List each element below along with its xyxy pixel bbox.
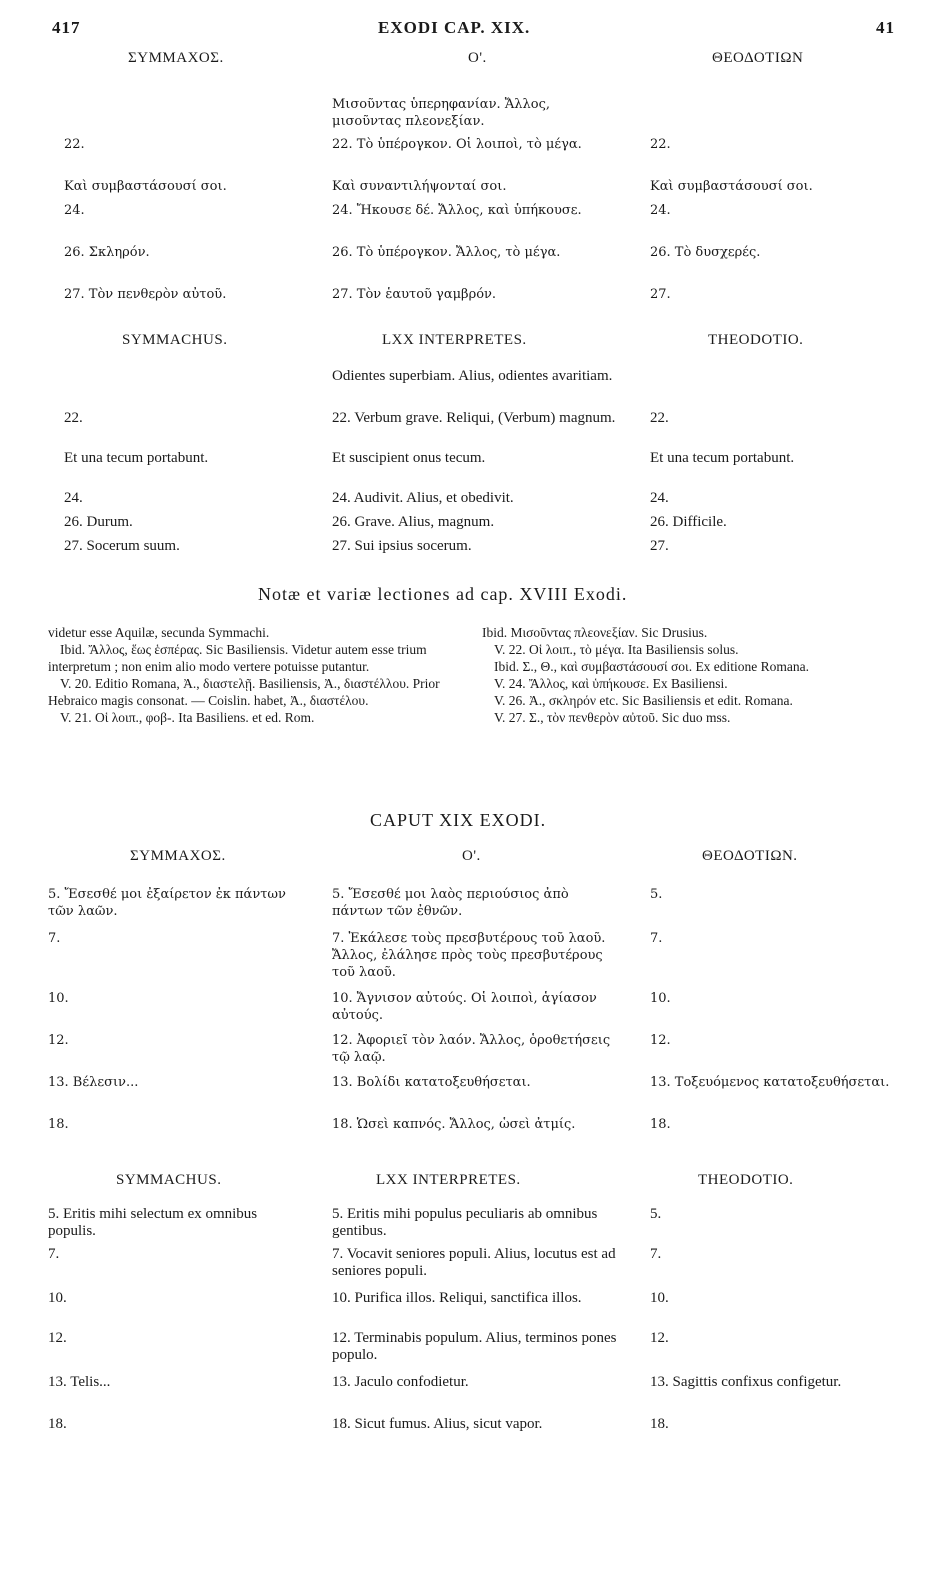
theodotion-cell: 7.: [650, 1246, 662, 1262]
lxx-cell: Μισοῦντας ὑπερηφανίαν. Ἄλλος, μισοῦντας πλεονεξίαν.: [332, 97, 550, 129]
lxx-cell: 24. Audivit. Alius, et obedivit.: [332, 490, 514, 506]
theodotion-cell: 27.: [650, 538, 669, 554]
symmachus-cell: Et una tecum portabunt.: [64, 450, 209, 466]
lxx-cell: 26. Τὸ ὑπέρογκον. Ἄλλος, τὸ μέγα.: [332, 245, 561, 260]
symmachus-cell: 26. Durum.: [64, 514, 133, 530]
theodotion-cell: 26. Τὸ δυσχερές.: [650, 245, 761, 260]
lxx-cell: 18. Sicut fumus. Alius, sicut vapor.: [332, 1416, 543, 1432]
chapter-title: CAPUT XIX EXODI.: [370, 810, 547, 830]
theodotion-cell: 22.: [650, 410, 669, 426]
note-paragraph: V. 21. Οἱ λοιπ., φοβ-. Ita Basiliens. et ed. Rom.: [60, 710, 315, 725]
lxx-cell: 7. Ἐκάλεσε τοὺς πρεσβυτέρους τοῦ λαοῦ. Ἄλλος, ἐλάλησε πρὸς τοὺς πρεσβυτέρους τοῦ λαοῦ.: [332, 931, 606, 980]
note-paragraph: Ibid. Μισοῦντας πλεονεξίαν. Sic Drusius.: [482, 625, 708, 640]
symmachus-cell: 18.: [48, 1416, 67, 1432]
lxx-cell: 5. Eritis mihi populus peculiaris ab omnibus gentibus.: [332, 1206, 598, 1239]
note-paragraph: V. 20. Editio Romana, Ἀ., διαστελῇ. Basiliensis, Ἀ., διαστέλλου. Prior Hebraico magis consonat. — Coislin. habet, Ἀ., διαστέλου.: [48, 676, 440, 708]
symmachus-cell: 22.: [64, 137, 85, 152]
lxx-cell: 5. Ἔσεσθέ μοι λαὸς περιούσιος ἀπὸ πάντων τῶν ἐθνῶν.: [332, 887, 569, 919]
symmachus-cell: 5. Ἔσεσθέ μοι ἐξαίρετον ἐκ πάντων τῶν λαῶν.: [48, 887, 286, 919]
lxx-cell: 26. Grave. Alius, magnum.: [332, 514, 495, 530]
notes-left-column: [48, 624, 460, 726]
theodotion-cell: 13. Τοξευόμενος κατατοξευθήσεται.: [650, 1075, 890, 1090]
lxx-cell: Et suscipient onus tecum.: [332, 450, 486, 466]
note-paragraph: V. 22. Οἱ λοιπ., τὸ μέγα. Ita Basiliensis solus.: [494, 642, 739, 657]
note-paragraph: videtur esse Aquilæ, secunda Symmachi.: [48, 625, 270, 640]
lxx-cell: 7. Vocavit seniores populi. Alius, locutus est ad seniores populi.: [332, 1246, 616, 1279]
theodotion-cell: 10.: [650, 1290, 669, 1306]
lxx-cell: 27. Sui ipsius socerum.: [332, 538, 472, 554]
symmachus-cell: 12.: [48, 1330, 67, 1346]
note-paragraph: Ibid. Ἄλλος, ἕως ἑσπέρας. Sic Basiliensis. Videtur autem esse trium interpretum ; non enim alio modo vertere potuisse putantur.: [48, 642, 427, 674]
theodotion-cell: 10.: [650, 991, 671, 1006]
symmachus-cell: 22.: [64, 410, 83, 426]
symmachus-cell: 10.: [48, 991, 69, 1006]
symmachus-cell: 10.: [48, 1290, 67, 1306]
column-head-lxx-greek: Ο'.: [468, 50, 487, 66]
lxx-cell: 18. Ὡσεὶ καπνός. Ἄλλος, ὡσεὶ ἀτμίς.: [332, 1117, 576, 1132]
note-paragraph: V. 27. Σ., τὸν πενθερὸν αὐτοῦ. Sic duo mss.: [494, 710, 731, 725]
theodotion-cell: 12.: [650, 1033, 671, 1048]
theodotion-cell: 13. Sagittis confixus configetur.: [650, 1374, 842, 1390]
column-head-lxx-latin: LXX INTERPRETES.: [382, 332, 527, 348]
theodotion-cell: 5.: [650, 887, 663, 902]
lxx-cell: 27. Τὸν ἑαυτοῦ γαμβρόν.: [332, 287, 497, 302]
lxx-cell: 13. Jaculo confodietur.: [332, 1374, 469, 1390]
column-head-symmachus-latin-2: SYMMACHUS.: [116, 1172, 222, 1188]
symmachus-cell: 27. Τὸν πενθερὸν αὐτοῦ.: [64, 287, 227, 302]
theodotion-cell: 24.: [650, 203, 671, 218]
theodotion-cell: 18.: [650, 1416, 669, 1432]
lxx-cell: 10. Purifica illos. Reliqui, sanctifica illos.: [332, 1290, 582, 1306]
running-title: EXODI CAP. XIX.: [378, 18, 531, 37]
symmachus-cell: 5. Eritis mihi selectum ex omnibus populis.: [48, 1206, 258, 1239]
lxx-cell: 10. Ἄγνισον αὐτούς. Οἱ λοιποὶ, ἁγίασον αὐτούς.: [332, 991, 597, 1023]
note-paragraph: V. 24. Ἄλλος, καὶ ὑπήκουσε. Ex Basiliensi.: [494, 676, 728, 691]
lxx-cell: Καὶ συναντιλήψονταί σοι.: [332, 179, 507, 194]
theodotion-cell: 5.: [650, 1206, 662, 1222]
symmachus-cell: 24.: [64, 490, 83, 506]
column-head-theodotion-latin: THEODOTIO.: [708, 332, 804, 348]
symmachus-cell: 7.: [48, 931, 61, 946]
theodotion-cell: 24.: [650, 490, 669, 506]
symmachus-cell: 27. Socerum suum.: [64, 538, 180, 554]
symmachus-cell: 18.: [48, 1117, 69, 1132]
lxx-cell: 24. Ἤκουσε δέ. Ἄλλος, καὶ ὑπήκουσε.: [332, 203, 582, 218]
page-number-left: 417: [52, 18, 81, 37]
column-head-symmachus-greek-2: ΣΥΜΜΑΧΟΣ.: [130, 848, 226, 864]
lxx-cell: 12. Ἀφοριεῖ τὸν λαόν. Ἄλλος, ὁροθετήσεις τῷ λαῷ.: [332, 1033, 611, 1065]
column-head-theodotion-latin-2: THEODOTIO.: [698, 1172, 794, 1188]
theodotion-cell: 26. Difficile.: [650, 514, 727, 530]
column-head-theodotion-greek: ΘΕΟΔΟΤΙΩΝ: [712, 50, 804, 66]
theodotion-cell: Et una tecum portabunt.: [650, 450, 795, 466]
theodotion-cell: 27.: [650, 287, 671, 302]
theodotion-cell: 18.: [650, 1117, 671, 1132]
symmachus-cell: 13. Telis...: [48, 1374, 111, 1390]
column-head-lxx-latin-2: LXX INTERPRETES.: [376, 1172, 521, 1188]
lxx-cell: 12. Terminabis populum. Alius, terminos pones populo.: [332, 1330, 617, 1363]
notes-right-column: [482, 624, 922, 726]
column-head-symmachus-latin: SYMMACHUS.: [122, 332, 228, 348]
symmachus-cell: 7.: [48, 1246, 60, 1262]
column-head-theodotion-greek-2: ΘΕΟΔΟΤΙΩΝ.: [702, 848, 798, 864]
notes-title: Notæ et variæ lectiones ad cap. XVIII Exodi.: [258, 584, 628, 604]
symmachus-cell: 12.: [48, 1033, 69, 1048]
lxx-cell: 22. Τὸ ὑπέρογκον. Οἱ λοιποὶ, τὸ μέγα.: [332, 137, 582, 152]
column-head-symmachus-greek: ΣΥΜΜΑΧΟΣ.: [128, 50, 224, 66]
note-paragraph: Ibid. Σ., Θ., καὶ συμβαστάσουσί σοι. Ex editione Romana.: [494, 659, 810, 674]
symmachus-cell: 26. Σκληρόν.: [64, 245, 150, 260]
theodotion-cell: 22.: [650, 137, 671, 152]
symmachus-cell: Καὶ συμβαστάσουσί σοι.: [64, 179, 227, 194]
symmachus-cell: 13. Βέλεσιν...: [48, 1075, 139, 1090]
lxx-cell: 13. Βολίδι κατατοξευθήσεται.: [332, 1075, 531, 1090]
lxx-cell: Odientes superbiam. Alius, odientes avaritiam.: [332, 368, 613, 384]
theodotion-cell: 12.: [650, 1330, 669, 1346]
symmachus-cell: 24.: [64, 203, 85, 218]
theodotion-cell: Καὶ συμβαστάσουσί σοι.: [650, 179, 813, 194]
page-number-right: 41: [876, 18, 895, 37]
note-paragraph: V. 26. Ἀ., σκληρόν etc. Sic Basiliensis et edit. Romana.: [494, 693, 793, 708]
column-head-lxx-greek-2: Ο'.: [462, 848, 481, 864]
theodotion-cell: 7.: [650, 931, 663, 946]
lxx-cell: 22. Verbum grave. Reliqui, (Verbum) magnum.: [332, 410, 616, 426]
